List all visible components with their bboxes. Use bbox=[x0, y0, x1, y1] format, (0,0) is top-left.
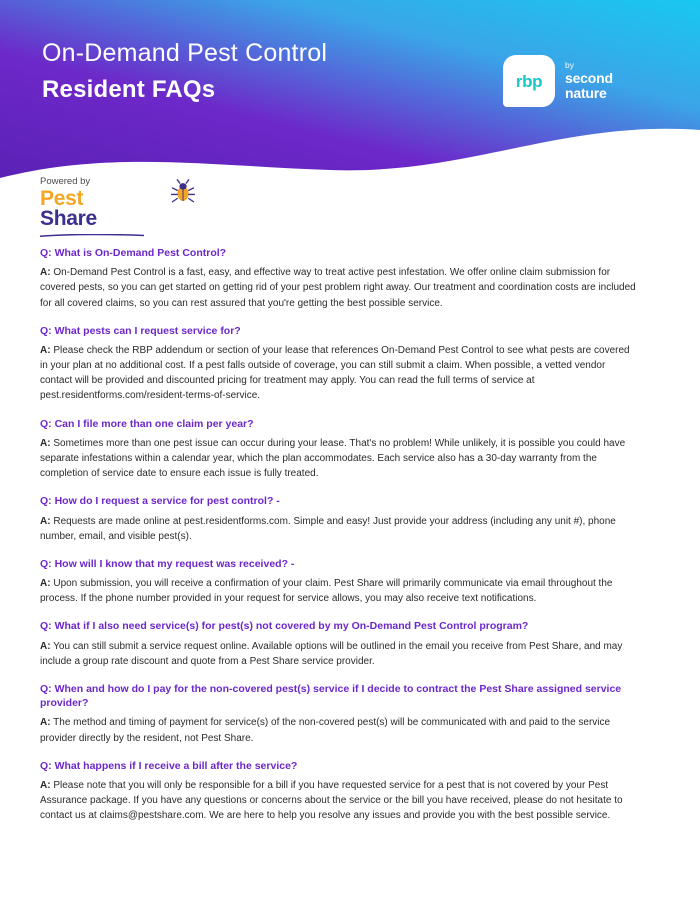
rbp-badge-icon bbox=[503, 55, 555, 107]
faq-item bbox=[40, 324, 640, 404]
faq-answer bbox=[40, 514, 640, 544]
faq-answer-label: A: bbox=[40, 717, 51, 729]
faq-item bbox=[40, 682, 640, 746]
faq-item bbox=[40, 494, 640, 544]
faq-question: Q: How will I know that my request was received? - bbox=[40, 557, 295, 570]
faq-answer-label: A: bbox=[40, 640, 51, 652]
page-title: On-Demand Pest Control bbox=[42, 39, 328, 67]
faq-item bbox=[40, 417, 640, 482]
brand-name-line2: nature bbox=[565, 85, 607, 102]
pest-share-word-pest: Pest bbox=[40, 187, 84, 210]
faq-answer-text: Sometimes more than one pest issue can occur during your lease. That's no problem! While unlikely, it is possible you could have separate infestations within a calendar year, which the plan accommodates. Each service also has a 30-day warranty from the completion of service date to ensure each issue is fully treated. bbox=[40, 437, 626, 480]
banner-text-block bbox=[42, 38, 327, 105]
faq-answer-text: Requests are made online at pest.residentforms.com. Simple and easy! Just provide your address (including any unit #), phone number, email, and visible pest(s). bbox=[40, 515, 616, 542]
faq-item bbox=[40, 557, 640, 607]
powered-by-block bbox=[40, 176, 240, 235]
rbp-second-nature-logo bbox=[503, 55, 613, 107]
faq-list bbox=[40, 246, 640, 836]
faq-question: Q: What happens if I receive a bill after the service? bbox=[40, 759, 298, 772]
pest-share-word-share: Share bbox=[40, 206, 97, 230]
faq-answer-label: A: bbox=[40, 515, 51, 527]
faq-item bbox=[40, 246, 640, 311]
page-subtitle: Resident FAQs bbox=[42, 76, 216, 104]
faq-answer bbox=[40, 343, 640, 404]
faq-answer-text: You can still submit a service request online. Available options will be outlined in the email you receive from Pest Share, and may include a group rate discount and quote from a Pest Share service provider. bbox=[40, 640, 623, 667]
brand-by-label: by bbox=[565, 59, 574, 70]
faq-question: Q: What is On-Demand Pest Control? bbox=[40, 247, 227, 259]
faq-question: Q: When and how do I pay for the non-covered pest(s) service if I decide to contract the Pest Share assigned service provider? bbox=[40, 683, 622, 710]
faq-item bbox=[40, 619, 640, 669]
faq-answer-text: Please note that you will only be responsible for a bill if you have requested service for a pest that is not covered by your Pest Assurance package. If you have any questions or concerns about the service or the bill you have received, please do not hesitate to contact us at claims@pestshare.com. We are here to help you resolve any issues and provide you with the best possible service. bbox=[40, 779, 623, 822]
faq-question: Q: What pests can I request service for? bbox=[40, 324, 241, 337]
faq-answer bbox=[40, 639, 640, 669]
faq-question: Q: What if I also need service(s) for pest(s) not covered by my On-Demand Pest Control program? bbox=[40, 620, 529, 633]
faq-item bbox=[40, 759, 640, 824]
faq-answer-label: A: bbox=[40, 779, 51, 791]
brand-name-line1: second bbox=[565, 69, 613, 86]
faq-question: Q: How do I request a service for pest control? - bbox=[40, 495, 280, 508]
faq-answer-label: A: bbox=[40, 267, 51, 279]
faq-answer bbox=[40, 715, 640, 745]
faq-question: Q: Can I file more than one claim per year? bbox=[40, 417, 254, 430]
faq-answer-text: On-Demand Pest Control is a fast, easy, and effective way to treat active pest infestation. We offer online claim submission for covered pests, so you can get started on getting rid of your pest problem right away. Our treatment and coordination costs are included for all covered claims, so you can rest assured that you're getting the best possible service. bbox=[40, 267, 636, 309]
faq-answer-label: A: bbox=[40, 437, 51, 449]
bug-icon bbox=[170, 179, 196, 205]
pest-share-logo bbox=[40, 189, 240, 235]
faq-answer bbox=[40, 265, 640, 311]
pest-share-underline bbox=[40, 234, 144, 237]
faq-answer-text: Upon submission, you will receive a confirmation of your claim. Pest Share will primarily communicate via email throughout the process. If the phone number provided in your request for service allows, you may also receive text notifications. bbox=[40, 578, 613, 605]
faq-answer-label: A: bbox=[40, 344, 51, 356]
faq-answer-label: A: bbox=[40, 578, 51, 590]
rbp-badge-label: rbp bbox=[515, 72, 543, 91]
faq-answer-text: Please check the RBP addendum or section of your lease that references On-Demand Pest Control to see what pests are covered in your plan at no additional cost. If a pest falls outside of coverage, you can still submit a claim. When possible, a vetted vendor contact will be provided and discounted pricing for treatment may apply. You can read the full terms of service at pest.residentforms.com/resident-terms-of-service. bbox=[40, 344, 630, 402]
second-nature-wordmark bbox=[565, 61, 613, 101]
powered-by-label: Powered by bbox=[40, 176, 91, 187]
faq-answer-text: The method and timing of payment for service(s) of the non-covered pest(s) will be communicated with and paid to the service provider directly by the resident, not Pest Share. bbox=[40, 717, 611, 744]
faq-answer bbox=[40, 576, 640, 606]
faq-answer bbox=[40, 778, 640, 824]
faq-answer bbox=[40, 436, 640, 482]
